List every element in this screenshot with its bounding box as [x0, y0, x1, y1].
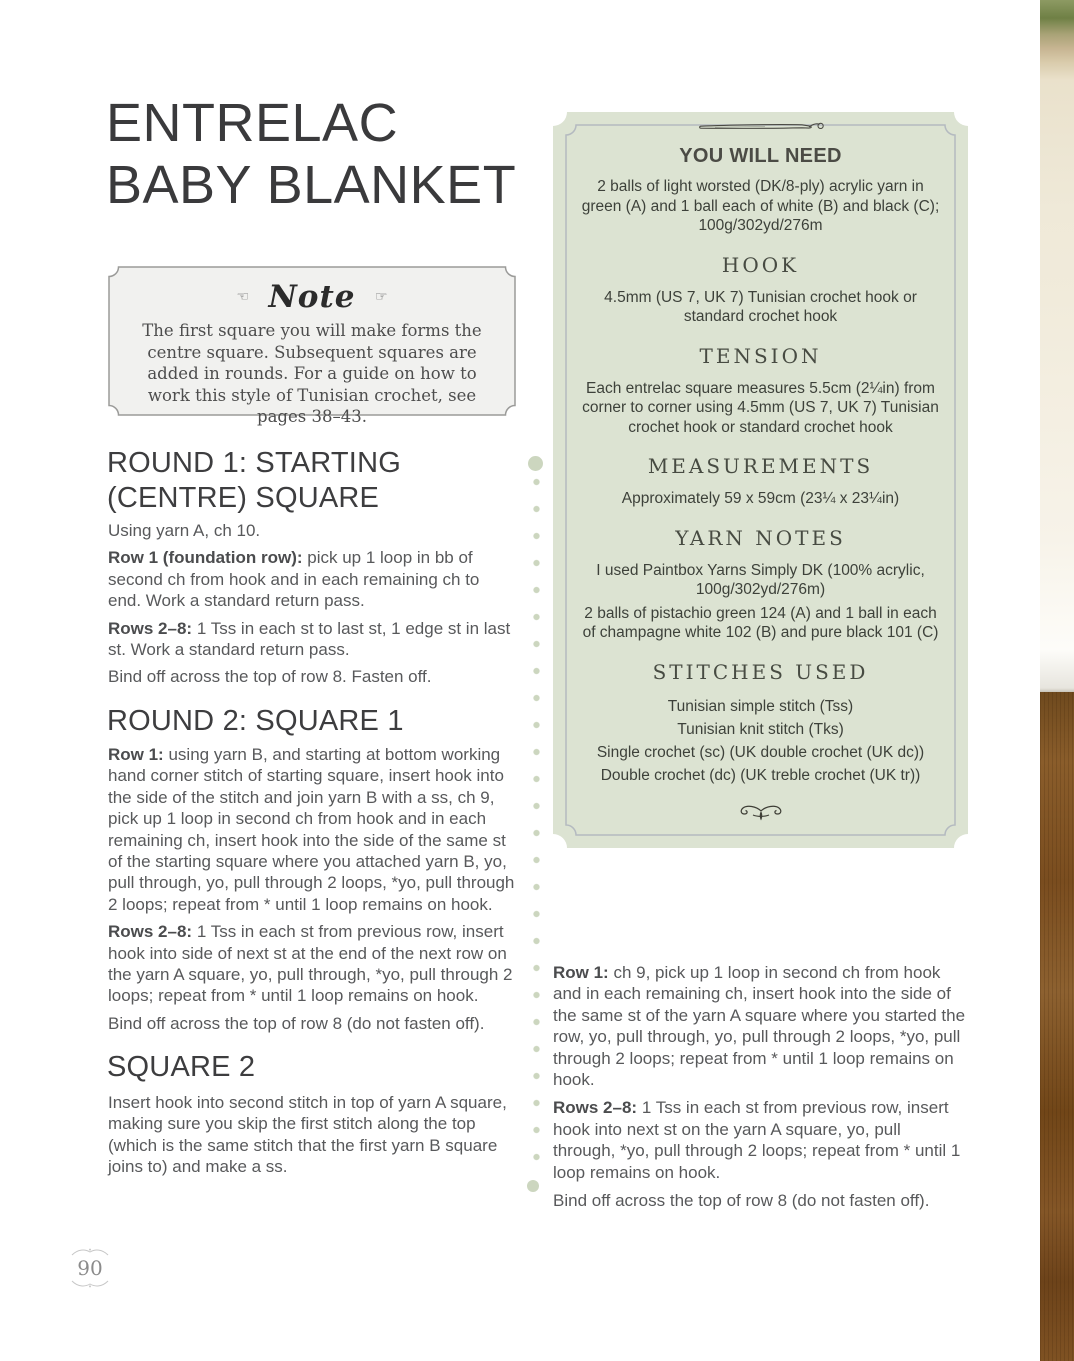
continuation-row1-text: ch 9, pick up 1 loop in second ch from hook and in each remaining ch, insert hook into the side of the same st of the yarn A square where you started the row, yo, pull through, yo, pull through 2 loops, *yo, pull through 2 loops; repeat from * until 1 loop remains on hook.: [553, 963, 966, 1090]
note-body: The first square you will make forms the centre square. Subsequent squares are added in rounds. For a guide on how to work this style of Tunisian crochet, see pages 38–43.: [142, 321, 482, 426]
you-will-need-panel: [553, 112, 968, 848]
continuation-bind-off: Bind off across the top of row 8 (do not fasten off).: [553, 1191, 930, 1211]
stitch-line-4: Double crochet (dc) (UK treble crochet (UK tr)): [600, 766, 921, 784]
tension-heading: TENSION: [699, 343, 822, 368]
round2-row1: [108, 744, 515, 915]
measurements-text: Approximately 59 x 59cm (23¼ x 23¼in): [621, 490, 900, 507]
round1-bind-off: Bind off across the top of row 8. Fasten off.: [108, 667, 432, 687]
you-will-need-content: [553, 112, 968, 848]
continuation-instructions: [553, 962, 966, 1218]
photo-edge: [1040, 0, 1074, 1361]
round1-row1: [108, 547, 515, 611]
stitches-used-heading: STITCHES USED: [652, 659, 869, 684]
dotted-divider-top-dot: [528, 456, 543, 471]
yarn-notes-heading: YARN NOTES: [675, 525, 846, 550]
photo-edge-wood: [1040, 692, 1074, 1361]
tension-text: Each entrelac square measures 5.5cm (2¼in) from corner to corner using 4.5mm (US 7, UK 7) Tunisian crochet hook or standard crochet hook: [582, 379, 939, 436]
round2-row1-label: Row 1:: [108, 745, 164, 764]
measurements-heading: MEASUREMENTS: [647, 454, 874, 478]
hook-heading: HOOK: [721, 252, 800, 277]
yarn-notes-text-1: I used Paintbox Yarns Simply DK (100% acrylic, 100g/302yd/276m): [596, 561, 925, 598]
round1-intro: Using yarn A, ch 10.: [108, 521, 261, 540]
continuation-row1: [553, 962, 966, 1090]
stitch-line-3: Single crochet (sc) (UK double crochet (UK dc)): [596, 743, 925, 761]
round1-rows2-text: 1 Tss in each st to last st, 1 edge st in last st. Work a standard return pass.: [108, 618, 511, 660]
round2-bind-off: Bind off across the top of row 8 (do not fasten off).: [108, 1013, 485, 1033]
page-title-line2: BABY BLANKET: [106, 155, 517, 215]
page-title: [106, 92, 566, 216]
round1-rows2-label: Rows 2–8:: [108, 618, 193, 638]
round2-rows2-text: 1 Tss in each st from previous row, insert hook into side of next st at the end of the next row on the yarn A square, yo, pull through, *yo, pull through 2 loops; repeat from * until 1 loop remains on hook.: [108, 922, 513, 1006]
continuation-rows2-label: Rows 2–8:: [553, 1098, 638, 1118]
flourish-icon: [732, 802, 790, 824]
hook-text: 4.5mm (US 7, UK 7) Tunisian crochet hook or standard crochet hook: [604, 288, 917, 325]
round2-heading: ROUND 2: SQUARE 1: [107, 705, 404, 737]
continuation-rows2-8: [553, 1097, 966, 1183]
round1-row1-label: Row 1 (foundation row):: [108, 548, 303, 568]
note-heading-row: [138, 279, 486, 315]
page-number-block: [60, 1247, 120, 1289]
note-box: [108, 266, 516, 426]
continuation-rows2-text: 1 Tss in each st from previous row, insert hook into next st on the yarn A square, yo, pull through, *yo, pull through 2 loops; repeat from * until 1 loop remains on hook.: [553, 1098, 961, 1182]
square2-heading: SQUARE 2: [107, 1051, 256, 1083]
square2-instructions: [108, 1092, 515, 1178]
you-will-need-title: YOU WILL NEED: [679, 145, 842, 167]
crochet-hook-icon: [695, 118, 827, 136]
page-number: 90: [77, 1256, 103, 1280]
round2-rows2-label: Rows 2–8:: [108, 922, 193, 942]
round2-row1-text: using yarn B, and starting at bottom working hand corner stitch of starting square, insert hook into the side of the stitch and join yarn B with a ss, ch 9, pick up 1 loop in second ch from hook and in each remaining ch, insert hook into the side of the same st of the starting square where you attached yarn B, yo, pull through, yo, pull through 2 loops, *yo, pull through 2 loops; repeat from * until 1 loop remains on hook.: [108, 745, 515, 914]
dotted-divider: [533, 478, 540, 1179]
note-content: [108, 266, 516, 426]
round2-rows2-8: [108, 921, 515, 1007]
round1-heading: ROUND 1: STARTING (CENTRE) SQUARE: [107, 447, 401, 514]
square2-body: Insert hook into second stitch in top of yarn A square, making sure you skip the first stitch along the top (which is the same stitch that the first yarn B square joins to) and make a ss.: [108, 1093, 507, 1177]
you-will-need-intro: 2 balls of light worsted (DK/8-ply) acrylic yarn in green (A) and 1 ball each of white (B) and black (C); 100g/302yd/276m: [581, 178, 940, 234]
round2-instructions: [108, 744, 515, 1034]
stitch-line-2: Tunisian knit stitch (Tks): [677, 720, 844, 738]
photo-edge-blanket: [1040, 0, 1074, 692]
page-title-line1: ENTRELAC: [106, 93, 399, 153]
note-heading: Note: [268, 279, 356, 315]
round1-rows2-8: [108, 618, 515, 661]
round1-instructions: [108, 520, 515, 688]
yarn-notes-text-2: 2 balls of pistachio green 124 (A) and 1 ball in each of champagne white 102 (B) and pure black 101 (C): [582, 604, 939, 641]
continuation-row1-label: Row 1:: [553, 963, 609, 982]
manicule-right-icon: ☞: [374, 289, 388, 305]
dotted-divider-bottom-dot: [527, 1180, 539, 1192]
page-ornament-bottom-icon: [69, 1279, 111, 1289]
round1-row1-text: pick up 1 loop in bb of second ch from hook and in each remaining ch to end. Work a standard return pass.: [108, 548, 480, 611]
manicule-left-icon: ☜: [236, 289, 250, 305]
stitch-line-1: Tunisian simple stitch (Tss): [667, 697, 854, 715]
